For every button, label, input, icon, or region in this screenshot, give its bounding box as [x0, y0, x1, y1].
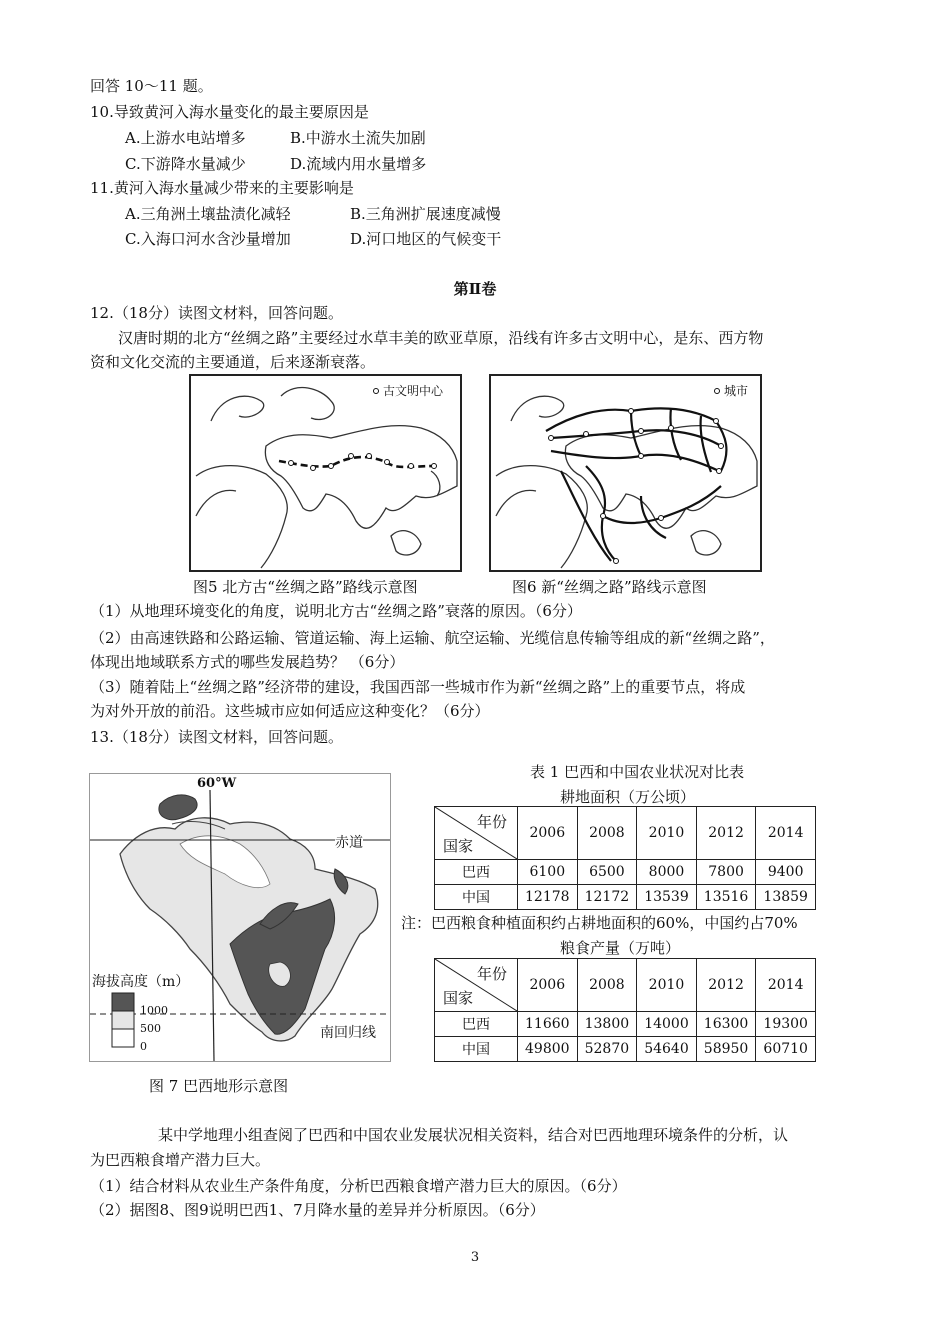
value-cell: 9400	[756, 860, 816, 885]
value-cell: 60710	[756, 1037, 816, 1062]
q12-material-line-1: 汉唐时期的北方“丝绸之路”主要经过水草丰美的欧亚草原，沿线有许多古文明中心，是东、西方物	[118, 329, 764, 347]
q13-sub-1: （1）结合材料从农业生产条件角度，分析巴西粮食增产潜力巨大的原因。（6分）	[90, 1177, 627, 1195]
grain-header-year: 年份	[477, 965, 508, 983]
q10-option-b: B.中游水土流失加剧	[290, 129, 426, 147]
value-cell: 6500	[577, 860, 637, 885]
value-cell: 13859	[756, 885, 816, 910]
arable-year-cell: 2008	[577, 807, 637, 860]
figure-5-ancient-silk-road-map	[189, 374, 462, 572]
legend-500: 500	[140, 1022, 161, 1035]
value-cell: 7800	[696, 860, 756, 885]
grain-header-corner	[435, 959, 518, 1012]
intro-line: 回答 10～11 题。	[90, 77, 213, 95]
figure-5-legend: 古文明中心	[383, 384, 444, 398]
arable-header-corner	[435, 807, 518, 860]
table-row	[435, 1012, 816, 1037]
grain-header-row	[435, 959, 816, 1012]
q13-paragraph-line-2: 为巴西粮食增产潜力巨大。	[90, 1151, 271, 1169]
figure-6-legend: 城市	[724, 384, 749, 398]
country-cell: 中国	[435, 885, 518, 910]
value-cell: 16300	[696, 1012, 756, 1037]
arable-header-row	[435, 807, 816, 860]
value-cell: 14000	[637, 1012, 697, 1037]
q13-stem: 13.（18分）读图文材料，回答问题。	[90, 728, 343, 746]
grain-table-title: 粮食产量（万吨）	[560, 939, 681, 957]
legend-1000: 1000	[140, 1004, 168, 1017]
figure-5-caption: 图5 北方古“丝绸之路”路线示意图	[193, 578, 418, 596]
equator-label: 赤道	[335, 832, 363, 852]
figure-7-map-drawing	[90, 774, 390, 1061]
figure-7-brazil-terrain-map	[89, 773, 391, 1062]
q10-option-d: D.流域内用水量增多	[290, 155, 427, 173]
legend-0: 0	[140, 1040, 147, 1053]
arable-land-table	[434, 806, 816, 910]
grain-year-cell: 2008	[577, 959, 637, 1012]
value-cell: 12178	[518, 885, 578, 910]
grain-year-cell: 2014	[756, 959, 816, 1012]
table-row	[435, 1037, 816, 1062]
q10-stem: 10.导致黄河入海水量变化的最主要原因是	[90, 103, 369, 121]
value-cell: 13800	[577, 1012, 637, 1037]
arable-table-title: 耕地面积（万公顷）	[560, 788, 696, 806]
q12-sub-3-line-1: （3）随着陆上“丝绸之路”经济带的建设，我国西部一些城市作为新“丝绸之路”上的重要节点，将成	[90, 678, 746, 696]
arable-year-cell: 2010	[637, 807, 697, 860]
figure-6-map-drawing	[491, 376, 760, 570]
table-row	[435, 860, 816, 885]
value-cell: 19300	[756, 1012, 816, 1037]
q10-option-a: A.上游水电站增多	[125, 129, 246, 147]
q10-option-c: C.下游降水量减少	[125, 155, 246, 173]
value-cell: 6100	[518, 860, 578, 885]
elevation-legend-title: 海拔高度（m）	[92, 974, 190, 990]
table-row	[435, 885, 816, 910]
arable-year-cell: 2006	[518, 807, 578, 860]
arable-year-cell: 2014	[756, 807, 816, 860]
q12-material-line-2: 资和文化交流的主要通道，后来逐渐衰落。	[90, 353, 376, 371]
value-cell: 52870	[577, 1037, 637, 1062]
country-cell: 中国	[435, 1037, 518, 1062]
grain-year-cell: 2010	[637, 959, 697, 1012]
q11-option-a: A.三角洲土壤盐渍化减轻	[125, 205, 291, 223]
value-cell: 54640	[637, 1037, 697, 1062]
value-cell: 13516	[696, 885, 756, 910]
q11-stem: 11.黄河入海水量减少带来的主要影响是	[90, 179, 354, 197]
q11-option-d: D.河口地区的气候变干	[350, 230, 502, 248]
grain-output-table	[434, 958, 816, 1062]
tropic-label: 南回归线	[320, 1025, 376, 1041]
value-cell: 11660	[518, 1012, 578, 1037]
q12-sub-3-line-2: 为对外开放的前沿。这些城市应如何适应这种变化？（6分）	[90, 702, 490, 720]
value-cell: 12172	[577, 885, 637, 910]
q11-option-c: C.入海口河水含沙量增加	[125, 230, 291, 248]
figure-6-new-silk-road-map	[489, 374, 762, 572]
section-title: 第Ⅱ卷	[453, 280, 497, 298]
table-1-title: 表 1 巴西和中国农业状况对比表	[530, 763, 745, 781]
q12-stem: 12.（18分）读图文材料，回答问题。	[90, 304, 343, 322]
figure-6-caption: 图6 新“丝绸之路”路线示意图	[512, 578, 707, 596]
value-cell: 49800	[518, 1037, 578, 1062]
q12-sub-2-line-1: （2）由高速铁路和公路运输、管道运输、海上运输、航空运输、光缆信息传输等组成的新“丝绸之路”，	[90, 629, 775, 647]
value-cell: 8000	[637, 860, 697, 885]
value-cell: 58950	[696, 1037, 756, 1062]
arable-header-country: 国家	[443, 837, 474, 855]
meridian-label: 60°W	[197, 776, 237, 791]
q11-option-b: B.三角洲扩展速度减慢	[350, 205, 501, 223]
q13-paragraph-line-1: 某中学地理小组查阅了巴西和中国农业发展状况相关资料，结合对巴西地理环境条件的分析，认	[158, 1126, 789, 1144]
value-cell: 13539	[637, 885, 697, 910]
figure-7-caption: 图 7 巴西地形示意图	[149, 1077, 289, 1095]
grain-year-cell: 2006	[518, 959, 578, 1012]
q12-sub-1: （1）从地理环境变化的角度，说明北方古“丝绸之路”衰落的原因。（6分）	[90, 602, 582, 620]
country-cell: 巴西	[435, 1012, 518, 1037]
grain-year-cell: 2012	[696, 959, 756, 1012]
page-number: 3	[470, 1250, 480, 1265]
q12-sub-2-line-2: 体现出地域联系方式的哪些发展趋势？ （6分）	[90, 653, 405, 671]
figure-5-map-drawing	[191, 376, 460, 570]
arable-header-year: 年份	[477, 813, 508, 831]
q13-sub-2: （2）据图8、图9说明巴西1、7月降水量的差异并分析原因。（6分）	[90, 1201, 545, 1219]
arable-year-cell: 2012	[696, 807, 756, 860]
country-cell: 巴西	[435, 860, 518, 885]
grain-header-country: 国家	[443, 989, 474, 1007]
table-note: 注：巴西粮食种植面积约占耕地面积的60%，中国约占70%	[401, 914, 798, 932]
